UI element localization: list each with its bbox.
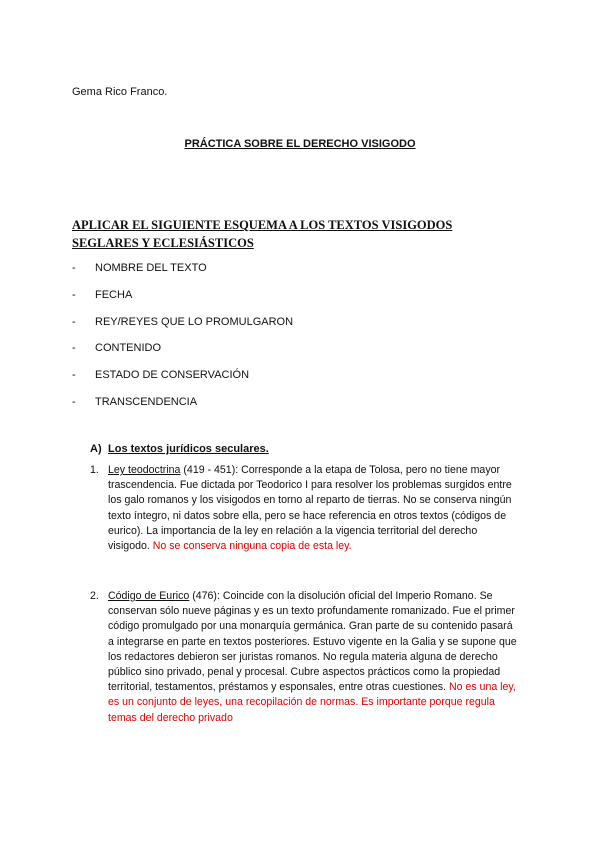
schema-item <box>72 316 293 343</box>
item-text: (419 - 451): Corresponde a la etapa de Tolosa, pero no tiene mayor trascendencia. Fue dictada por Teodorico I para resolver los problemas surgidos entre los galo romanos y los visigodos en torno al reparto de tierras. No se conserva ningún texto íntegro, ni datos sobre ella, pero se hace referencia en otros textos (códigos de eurico). La importancia de la ley en relación a la vigencia territorial del derecho visigodo. <box>108 464 512 553</box>
list-item-codigo-eurico <box>90 589 520 726</box>
document-title: PRÁCTICA SOBRE EL DERECHO VISIGODO <box>184 138 416 150</box>
bullet-dash: - <box>72 288 76 301</box>
schema-list <box>72 262 293 423</box>
author-name: Gema Rico Franco. <box>72 86 168 98</box>
bullet-dash: - <box>72 262 76 274</box>
item-body <box>108 463 520 554</box>
item-number: 1. <box>90 464 99 476</box>
item-name: Ley teodoctrina <box>108 464 181 476</box>
schema-item-label: NOMBRE DEL TEXTO <box>95 262 207 274</box>
bullet-dash: - <box>72 342 76 355</box>
section-label: Los textos jurídicos seculares. <box>108 443 269 455</box>
schema-item <box>72 289 293 316</box>
item-body <box>108 589 520 726</box>
item-text: (476): Coincide con la disolución oficial del Imperio Romano. Se conservan sólo nueve páginas y es un texto profundamente romanizado. Fue el primer código promulgado por una monarquía germánica. Gran parte de su contenido pasará a integrarse en parte en textos posteriores. Estuvo vigente en la Galia y se supone que los redactores debieron ser juristas romanos. No regula materia alguna de derecho público sino privado, penal y procesal. Cubre aspectos prácticos como la propiedad territorial, testamentos, préstamos y esponsales, entre otras cuestiones. <box>108 590 517 694</box>
schema-item-label: REY/REYES QUE LO PROMULGARON <box>95 315 294 328</box>
schema-item-label: TRANSCENDENCIA <box>95 395 198 408</box>
item-name: Código de Eurico <box>108 590 190 602</box>
item-number: 2. <box>90 590 99 602</box>
bullet-dash: - <box>72 315 76 328</box>
list-item-ley-teodoctrina <box>90 463 520 554</box>
schema-item-label: FECHA <box>95 288 133 301</box>
item-note: No se conserva ninguna copia de esta ley. <box>152 540 352 553</box>
schema-item <box>72 262 293 289</box>
section-a-heading <box>90 443 269 455</box>
bullet-dash: - <box>72 395 76 408</box>
schema-item-label: ESTADO DE CONSERVACIÓN <box>95 369 250 382</box>
schema-item <box>72 369 293 396</box>
section-letter: A) <box>90 443 102 455</box>
schema-item <box>72 396 293 423</box>
bullet-dash: - <box>72 369 76 382</box>
schema-item-label: CONTENIDO <box>95 342 161 355</box>
schema-heading: APLICAR EL SIGUIENTE ESQUEMA A LOS TEXTOS VISIGODOS SEGLARES Y ECLESIÁSTICOS <box>72 218 453 250</box>
item-note: No es una ley, es un conjunto de leyes, una recopilación de normas. Es importante porque regula temas del derecho privado <box>108 681 516 724</box>
schema-item <box>72 342 293 369</box>
